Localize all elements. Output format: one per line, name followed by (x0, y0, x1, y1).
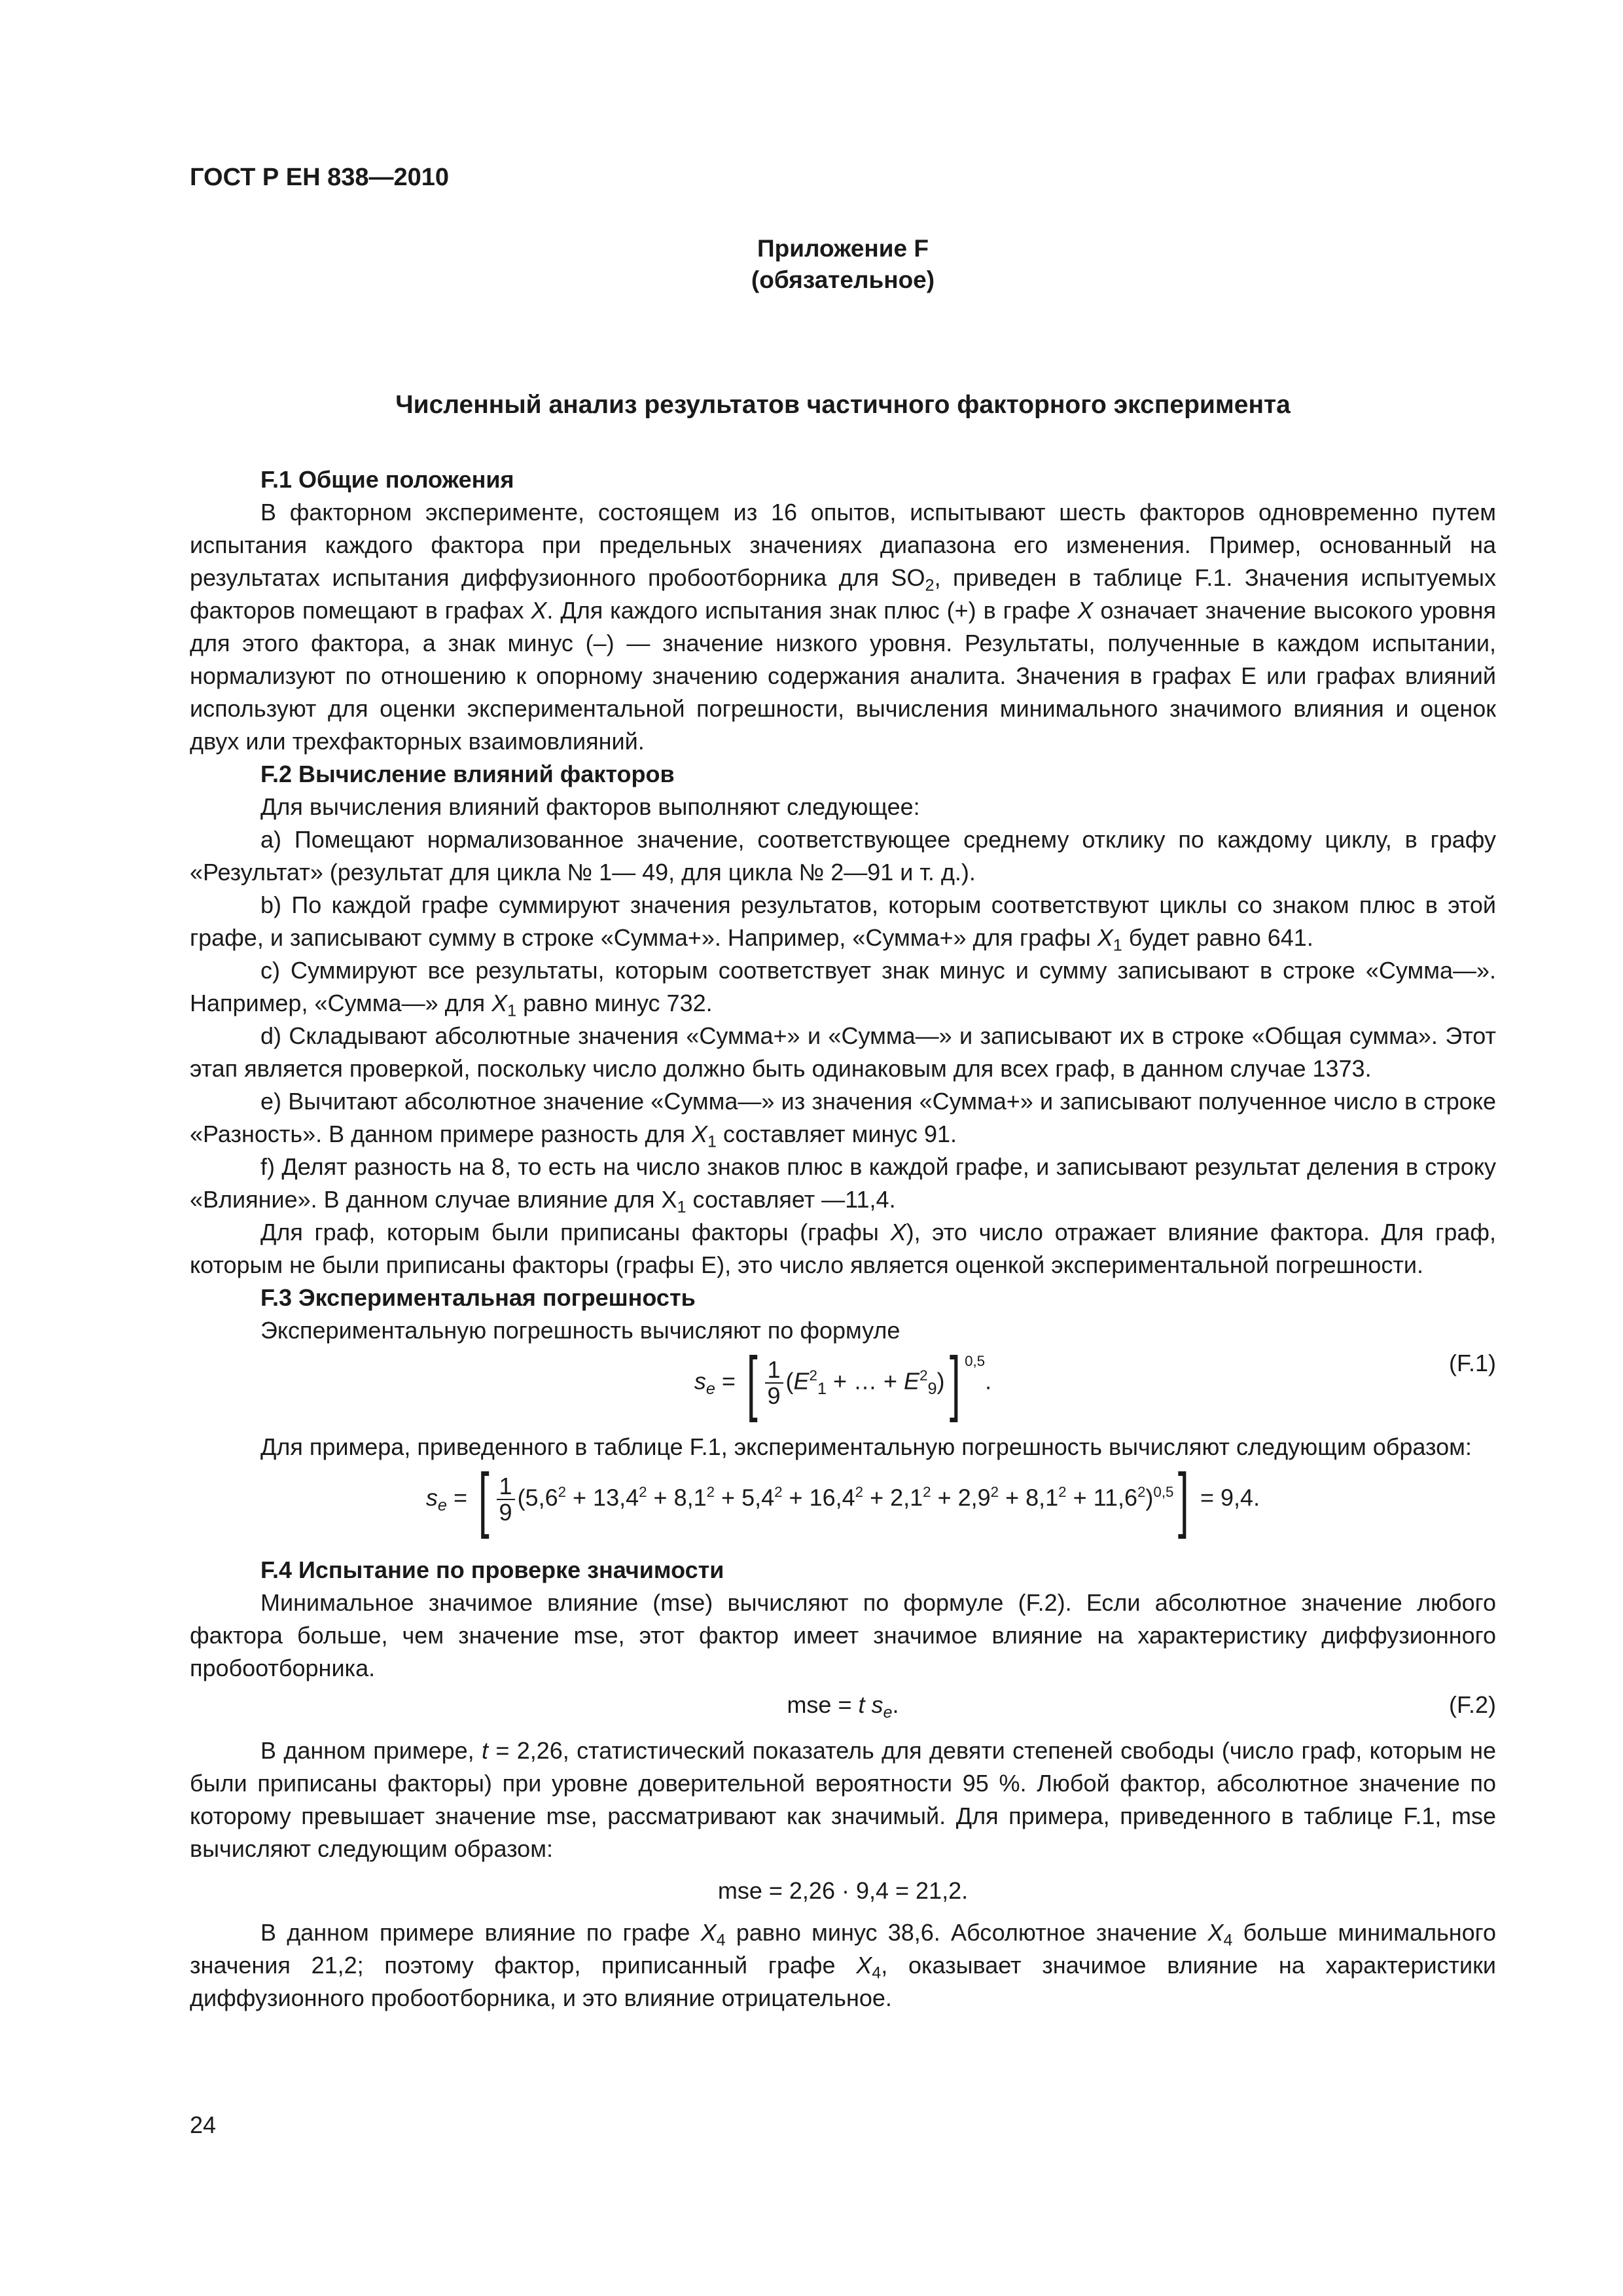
formula-mse-example: mse = 2,26 · 9,4 = 21,2. (717, 1877, 969, 1904)
section-heading-f1: F.1 Общие положения (260, 466, 514, 493)
paragraph-f2-e: e) Вычитают абсолютное значение «Сумма—» из значения «Сумма+» и записывают полученное число в строке «Разность». В данном примере разность для $X_1$ составляет минус 91. (190, 1088, 1496, 1151)
section-heading-f4: F.4 Испытание по проверке значимости (260, 1556, 724, 1583)
formula-f1-label: (F.1) (1449, 1350, 1496, 1376)
annex-heading (190, 233, 1496, 296)
formula-se-example: $s_e$ = [ $\frac{1}{9}$ $(5,6^2 + 13,4^2 + 8,1^2 + 5,4^2 + 16,4^2 + 2,1^2 + 2,9^2 + 8,1^2 + 11,6^2)^{0,5}] = 9,4$. (425, 1459, 1260, 1539)
page-number: 24 (190, 2111, 217, 2138)
paragraph-f2-b: b) По каждой графе суммируют значения результатов, которым соответствуют циклы со знаком плюс в этой графе, и записывают сумму в строке «Сумма+». Например, «Сумма+» для графы $X_1$ будет равно 641. (190, 891, 1496, 955)
paragraph-f2-intro: Для вычисления влияний факторов выполняют следующее: (260, 793, 920, 820)
formula-f1-body: $s_e$ = [ $\frac{1}{9}$ ($E^2_1$ + … + $E^2_9$)] $^{0,5}$. (694, 1342, 992, 1423)
paragraph-f2-g: Для граф, которым были приписаны факторы (графы X), это число отражает влияние фактора. Для граф, которым не были приписаны факторы (графы Е), это число является оценкой экспериментальной погрешности. (190, 1219, 1496, 1278)
paragraph-f3-example: Для примера, приведенного в таблице F.1, экспериментальную погрешность вычисляют следующим образом: (260, 1433, 1472, 1460)
section-heading-f3: F.3 Экспериментальная погрешность (260, 1284, 696, 1311)
section-heading-f2: F.2 Вычисление влияний факторов (260, 761, 675, 787)
paragraph-f2-d: d) Складывают абсолютные значения «Сумма+» и «Сумма—» и записывают их в строке «Общая сумма». Этот этап является проверкой, поскольку число должно быть одинаковым для всех граф, в данном случае 1373. (190, 1022, 1496, 1082)
document-page (190, 0, 1496, 2296)
formula-f2-label: (F.2) (1449, 1691, 1496, 1718)
paragraph-f2-f: f) Делят разность на 8, то есть на число знаков плюс в каждой графе, и записывают результат деления в строку «Влияние». В данном случае влияние для $X_1$ составляет —11,4. (190, 1153, 1496, 1217)
paragraph-f4-2: В данном примере, t = 2,26, статистический показатель для девяти степеней свободы (число граф, которым не были приписаны факторы) при уровне доверительной вероятности 95 %. Любой фактор, абсолютное значение по которому превышает значение mse, рассматривают как значимый. Для примера, приведенного в таблице F.1, mse вычисляют следующим образом: (190, 1737, 1496, 1862)
formula-f1 (190, 1342, 1496, 1426)
document-title: Численный анализ результатов частичного факторного эксперимента (395, 391, 1291, 419)
standard-header: ГОСТ Р ЕН 838—2010 (190, 164, 450, 191)
paragraph-f4-1: Минимальное значимое влияние (mse) вычисляют по формуле (F.2). Если абсолютное значение любого фактора больше, чем значение mse, этот фактор имеет значимое влияние на характеристику диффузионного пробоотборника. (190, 1589, 1496, 1681)
paragraph-f3-intro: Экспериментальную погрешность вычисляют по формуле (260, 1317, 901, 1344)
paragraph-f2-c: c) Суммируют все результаты, которым соответствует знак минус и сумму записывают в строке «Сумма—». Например, «Сумма—» для $X_1$ равно минус 732. (190, 957, 1496, 1020)
annex-title: Приложение F (757, 235, 929, 262)
annex-status: (обязательное) (751, 266, 935, 293)
paragraph-f2-a: а) Помещают нормализованное значение, соответствующее среднему отклику по каждому циклу, в графу «Результат» (результат для цикла № 1— 49, для цикла № 2—91 и т. д.). (190, 826, 1496, 886)
formula-f2-body: mse = t $s_e$. (787, 1691, 899, 1722)
paragraph-f1: В факторном эксперименте, состоящем из 16 опытов, испытывают шесть факторов одновременно путем испытания каждого фактора при предельных значениях диапазона его изменения. Пример, основанный на результатах испытания диффузионного пробоотборника для $SO_2$, приведен в таблице F.1. Значения испытуемых факторов помещают в графах X. Для каждого испытания знак плюс (+) в графе X означает значение высокого уровня для этого фактора, а знак минус (–) — значение низкого уровня. Результаты, полученные в каждом испытании, нормализуют по отношению к опорному значению содержания аналита. Значения в графах Е или графах влияний используют для оценки экспериментальной погрешности, вычисления минимального значимого влияния и оценок двух или трехфакторных взаимовлияний. (190, 499, 1497, 755)
formula-f2 (190, 1689, 1496, 1734)
document-body (190, 463, 1496, 2015)
paragraph-f4-3: В данном примере влияние по графе $X_4$ равно минус 38,6. Абсолютное значение $X_4$ больше минимального значения 21,2; поэтому фактор, приписанный графе $X_4$, оказывает значимое влияние на характеристики диффузионного пробоотборника, и это влияние отрицательное. (190, 1919, 1497, 2011)
